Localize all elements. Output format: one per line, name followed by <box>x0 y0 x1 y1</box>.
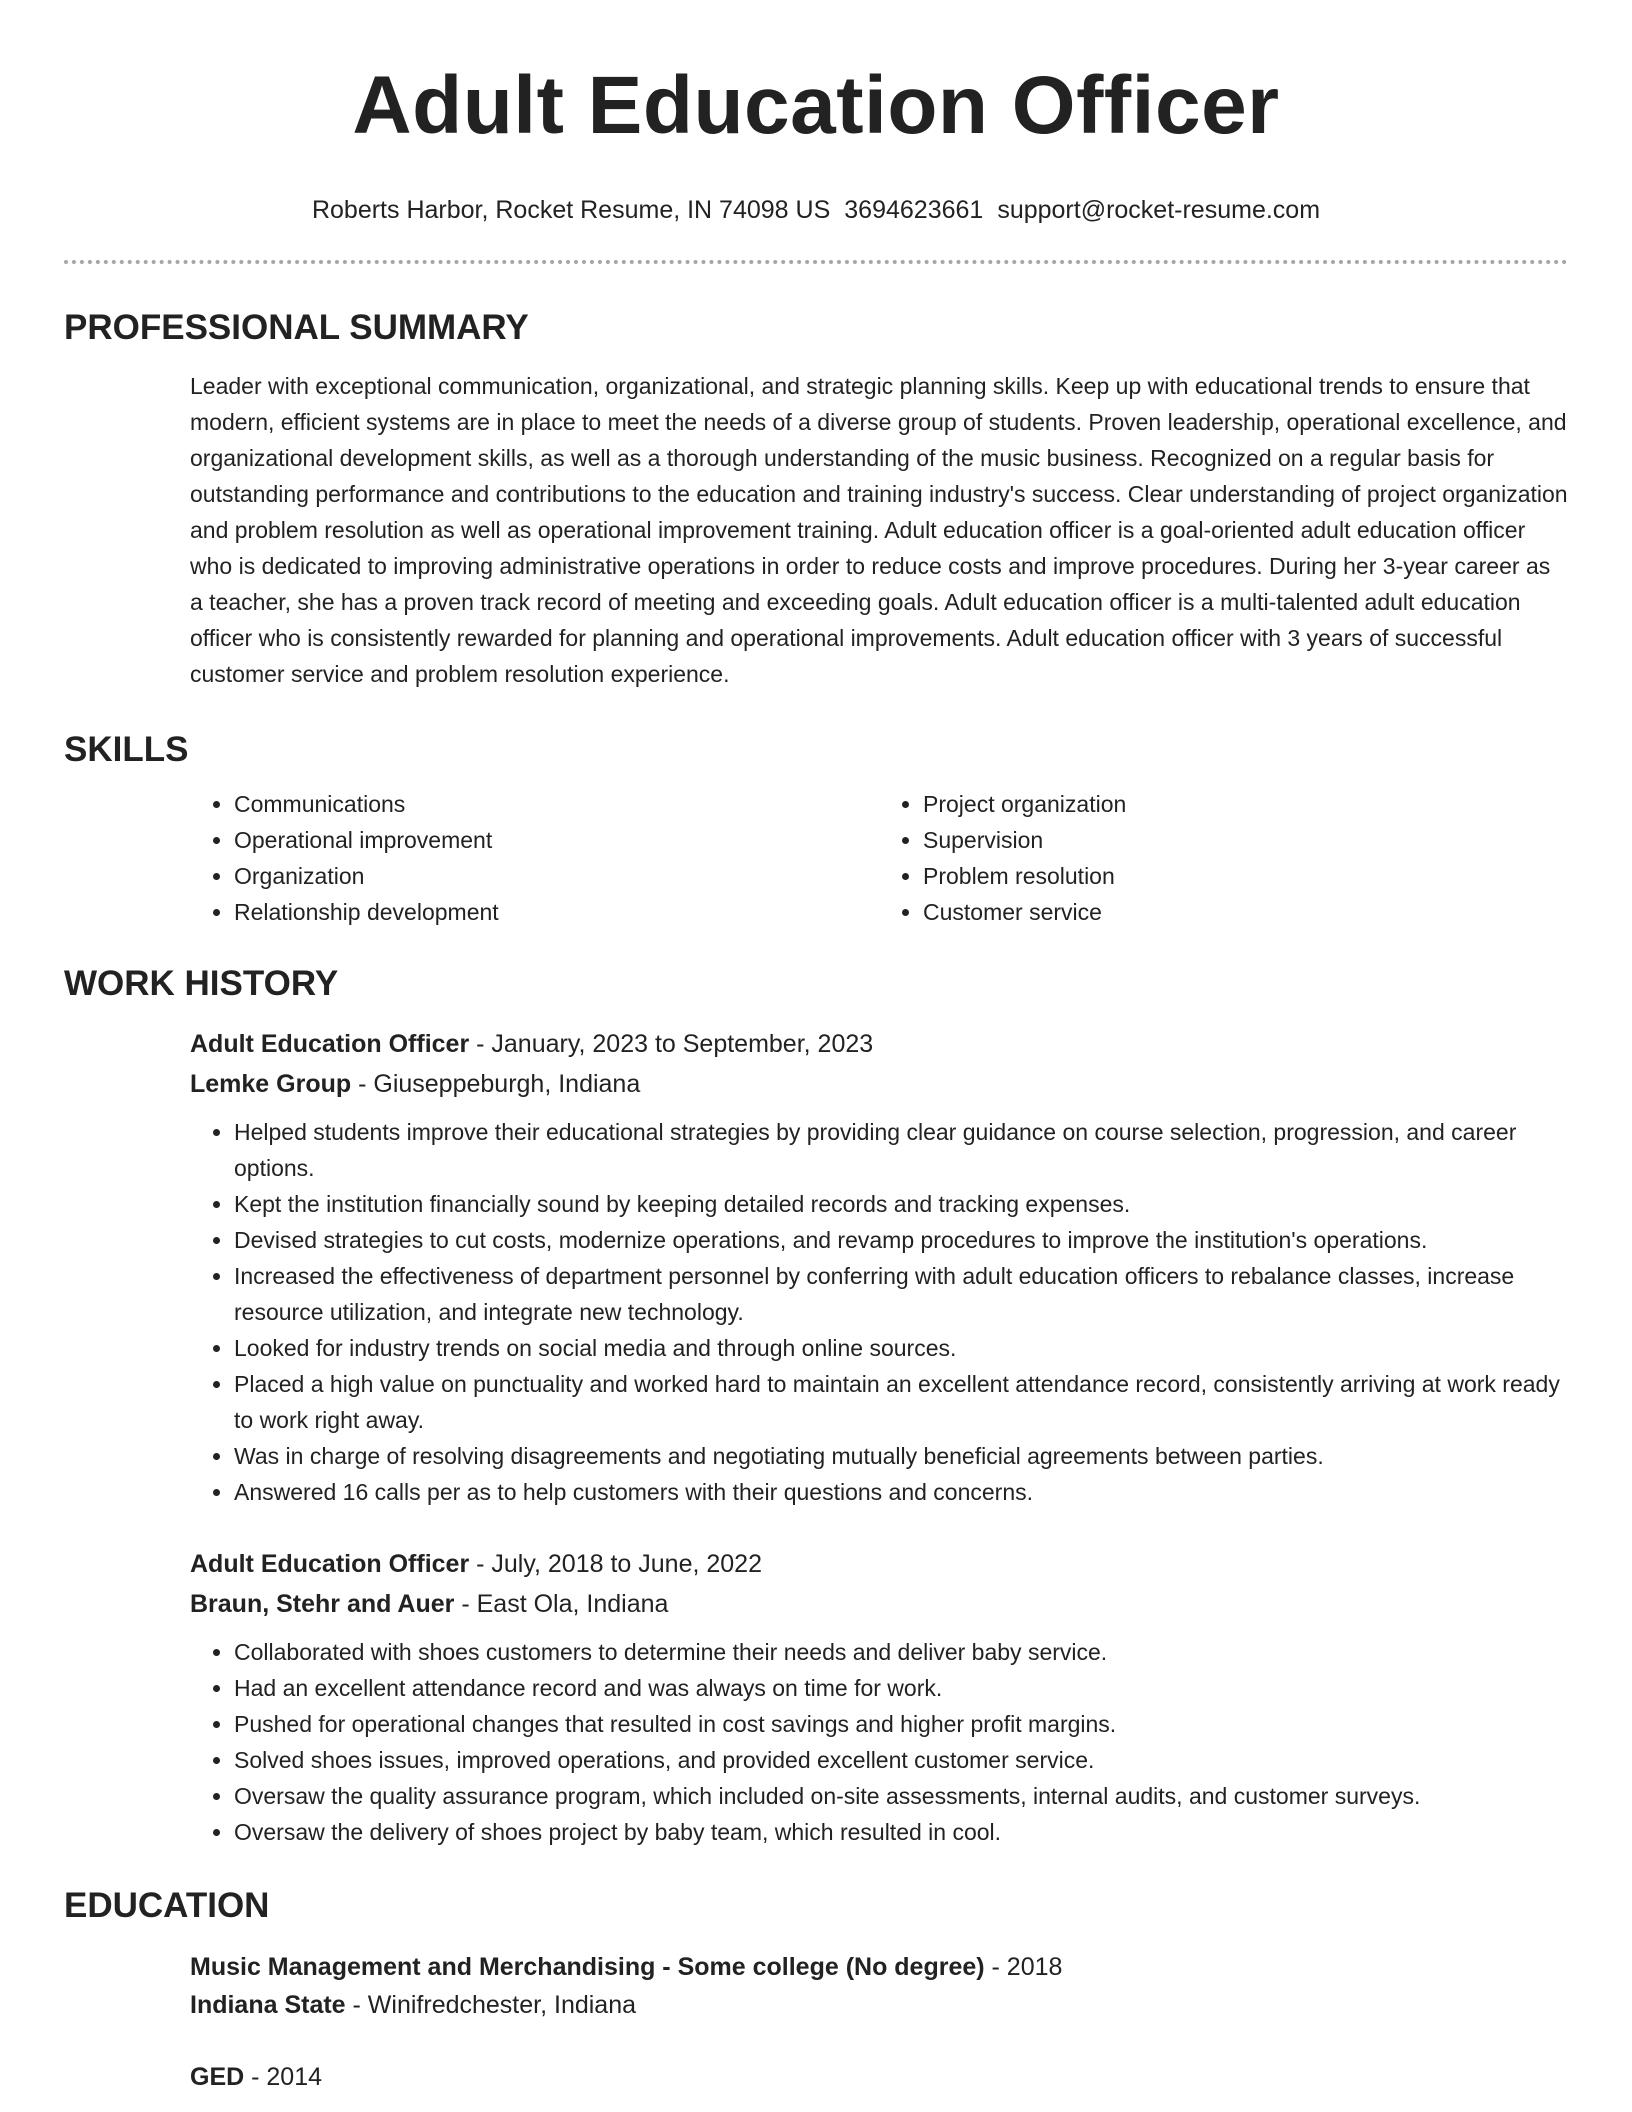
job-bullet: • Increased the effectiveness of department personnel by conferring with adult education officers to rebalance classes, increase resource utilization, and integrate new technology. <box>234 1258 1568 1330</box>
job-company: Lemke Group <box>190 1070 352 1098</box>
education-section <box>64 1886 1568 2096</box>
contact-address: Roberts Harbor, Rocket Resume, IN 74098 US <box>311 196 831 224</box>
education-year: - 2014 <box>244 2063 323 2091</box>
skill-item: • Supervision <box>923 822 1568 858</box>
job-entry <box>190 1024 1568 1510</box>
job-bullet: • Looked for industry trends on social media and through online sources. <box>234 1330 1568 1366</box>
job-bullets <box>190 1114 1568 1510</box>
skill-item: • Customer service <box>923 894 1568 930</box>
skill-item: • Relationship development <box>234 894 879 930</box>
skills-list <box>190 786 1568 930</box>
job-title-line <box>190 1544 1568 1584</box>
education-entry <box>190 1948 1568 2024</box>
job-bullet: • Answered 16 calls per as to help customers with their questions and concerns. <box>234 1474 1568 1510</box>
job-bullets <box>190 1634 1568 1850</box>
education-degree: GED <box>190 2063 245 2091</box>
job-bullet: • Had an excellent attendance record and was always on time for work. <box>234 1670 1568 1706</box>
skill-item: • Communications <box>234 786 879 822</box>
job-bullet: • Kept the institution financially sound by keeping detailed records and tracking expenses. <box>234 1186 1568 1222</box>
job-bullet: • Was in charge of resolving disagreements and negotiating mutually beneficial agreements between parties. <box>234 1438 1568 1474</box>
header-divider <box>64 260 1568 264</box>
education-degree-line <box>190 2058 1568 2096</box>
summary-heading: PROFESSIONAL SUMMARY <box>64 308 529 347</box>
job-bullet: • Placed a high value on punctuality and worked hard to maintain an excellent attendance record, consistently arriving at work ready to work right away. <box>234 1366 1568 1438</box>
skill-item: • Project organization <box>923 786 1568 822</box>
education-degree: Music Management and Merchandising - Some college (No degree) <box>190 1953 985 1981</box>
job-title-line <box>190 1024 1568 1064</box>
skills-heading: SKILLS <box>64 730 189 769</box>
education-year: - 2018 <box>984 1953 1063 1981</box>
job-role: Adult Education Officer <box>190 1030 470 1058</box>
job-bullet: • Pushed for operational changes that resulted in cost savings and higher profit margins. <box>234 1706 1568 1742</box>
job-bullet: • Solved shoes issues, improved operations, and provided excellent customer service. <box>234 1742 1568 1778</box>
skill-item: • Problem resolution <box>923 858 1568 894</box>
job-bullet: • Devised strategies to cut costs, modernize operations, and revamp procedures to improve the institution's operations. <box>234 1222 1568 1258</box>
job-location: - Giuseppeburgh, Indiana <box>351 1070 641 1098</box>
education-school-line <box>190 1986 1568 2024</box>
contact-phone: 3694623661 <box>844 196 984 224</box>
contact-email[interactable]: support@rocket-resume.com <box>997 196 1321 224</box>
skill-item: • Operational improvement <box>234 822 879 858</box>
education-degree-line <box>190 1948 1568 1986</box>
candidate-title: Adult Education Officer <box>352 60 1280 151</box>
skills-section <box>64 730 1568 930</box>
work-history-section <box>64 964 1568 1850</box>
education-entry <box>190 2058 1568 2096</box>
job-location: - East Ola, Indiana <box>454 1590 669 1618</box>
job-company: Braun, Stehr and Auer <box>190 1590 455 1618</box>
resume-header <box>64 0 1568 226</box>
education-school: Indiana State <box>190 1991 346 2019</box>
contact-line <box>64 194 1568 226</box>
job-company-line <box>190 1584 1568 1624</box>
education-location: - Winifredchester, Indiana <box>345 1991 637 2019</box>
skills-column-right <box>879 786 1568 930</box>
job-bullet: • Oversaw the delivery of shoes project by baby team, which resulted in cool. <box>234 1814 1568 1850</box>
job-bullet: • Collaborated with shoes customers to determine their needs and deliver baby service. <box>234 1634 1568 1670</box>
skills-column-left <box>190 786 879 930</box>
job-bullet: • Oversaw the quality assurance program, which included on-site assessments, internal audits, and customer surveys. <box>234 1778 1568 1814</box>
education-heading: EDUCATION <box>64 1886 270 1925</box>
job-dates: - January, 2023 to September, 2023 <box>469 1030 874 1058</box>
job-bullet: • Helped students improve their educational strategies by providing clear guidance on course selection, progression, and career options. <box>234 1114 1568 1186</box>
job-company-line <box>190 1064 1568 1104</box>
skill-item: • Organization <box>234 858 879 894</box>
work-history-heading: WORK HISTORY <box>64 964 339 1003</box>
summary-text: Leader with exceptional communication, organizational, and strategic planning skills. Keep up with educational trends to ensure that modern, efficient systems are in place to meet the needs of a diverse group of students. Proven leadership, operational excellence, and organizational development skills, as well as a thorough understanding of the music business. Recognized on a regular basis for outstanding performance and contributions to the education and training industry's success. Clear understanding of project organization and problem resolution as well as operational improvement training. Adult education officer is a goal-oriented adult education officer who is dedicated to improving administrative operations in order to reduce costs and improve procedures. During her 3-year career as a teacher, she has a proven track record of meeting and exceeding goals. Adult education officer is a multi-talented adult education officer who is consistently rewarded for planning and operational improvements. Adult education officer with 3 years of successful customer service and problem resolution experience. <box>190 373 1568 687</box>
job-dates: - July, 2018 to June, 2022 <box>469 1550 762 1578</box>
job-role: Adult Education Officer <box>190 1550 470 1578</box>
job-entry <box>190 1544 1568 1850</box>
summary-section <box>64 308 1568 692</box>
